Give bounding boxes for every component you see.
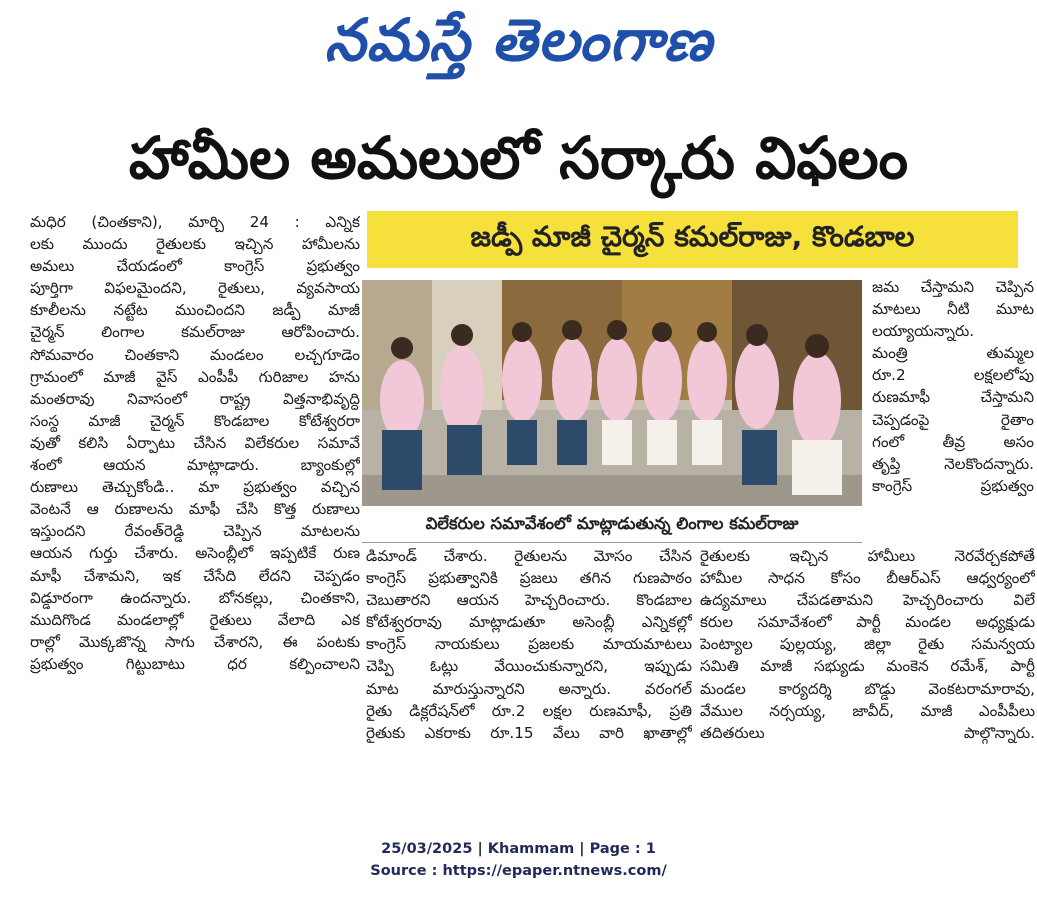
article-line: విడ్డూరంగా ఉందన్నారు. బోనకల్లు, చింతకాని, <box>30 588 360 607</box>
headline: హామీల అమలులో సర్కారు విఫలం <box>128 124 909 192</box>
article-line: మధిర (చింతకాని), మార్చి 24 : ఎన్నిక <box>30 213 360 231</box>
article-line: కాంగ్రెస్ ప్రభుత్వానికి ప్రజలు తగిన గుణపాఠం <box>366 569 692 588</box>
article-line: అమలు చేయడంలో కాంగ్రెస్ ప్రభుత్వం <box>30 257 360 276</box>
article-column-4 <box>872 276 1034 497</box>
article-line: కూలీలను నట్టేట ముంచిందని జడ్పీ మాజీ <box>30 301 360 320</box>
article-line: రుణమాఫీ చేస్తామని <box>872 388 1034 407</box>
article-line: సోమవారం చింతకాని మండలం లచ్చగూడెం <box>30 345 360 364</box>
article-line: జమ చేస్తామని చెప్పిన <box>872 278 1034 296</box>
article-line: చెబుతారని ఆయన హెచ్చరించారు. కొండబాల <box>366 591 692 610</box>
article-line: మాటలు నీటి మూట <box>872 300 1034 319</box>
article-line: సమితి మాజీ సభ్యుడు మంకెన రమేశ్, పార్టీ <box>700 657 1035 676</box>
article-line: గ్రామంలో మాజీ వైస్ ఎంపీపీ గురిజాల హను <box>30 367 360 386</box>
article-line: రాల్లో మొక్కజొన్న సాగు చేశారని, ఈ పంటకు <box>30 632 360 651</box>
article-line: గంలో తీవ్ర అసం <box>872 432 1034 451</box>
article-line: రైతుకు ఎకరాకు రూ.15 వేలు వారి ఖాతాల్లో <box>366 723 692 742</box>
masthead-logo: నమస్తే తెలంగాణ <box>324 6 713 74</box>
subheadline-banner <box>367 211 1018 268</box>
article-line: ఆయన గుర్తు చేశారు. అసెంబ్లీలో ఇప్పటికే రుణ <box>30 544 360 563</box>
subheadline-text: జడ్పీ మాజీ చైర్మన్ కమల్‌రాజు, కొండబాల <box>470 219 915 253</box>
group-photo-image <box>362 280 862 506</box>
article-line: చెప్పడంపై రైతాం <box>872 410 1034 429</box>
photo-caption: విలేకరుల సమావేశంలో మాట్లాడుతున్న లింగాల కమల్‌రాజు <box>362 508 862 543</box>
article-line: చైర్మన్ లింగాల కమల్‌రాజు ఆరోపించారు. <box>30 323 360 342</box>
article-line: మాట మారుస్తున్నారని అన్నారు. వరంగల్ <box>366 679 692 698</box>
article-column-3 <box>700 545 1035 744</box>
article-line: వెంటనే ఆ రుణాలను మాఫీ చేసి కొత్త రుణాలు <box>30 500 360 519</box>
article-line: వేముల నర్సయ్య, జావీద్, మాజీ ఎంపీపీలు <box>700 701 1035 720</box>
article-line: మంత్రి తుమ్మల <box>872 344 1034 363</box>
article-line: కరుల సమావేశంలో పార్టీ మండల అధ్యక్షుడు <box>700 613 1035 632</box>
article-line: తృప్తి నెలకొందన్నారు. <box>872 454 1034 473</box>
article-line: లకు ముందు రైతులకు ఇచ్చిన హామీలను <box>30 235 360 254</box>
article-column-1 <box>30 211 360 675</box>
article-line: హామీల సాధన కోసం బీఆర్ఎస్ ఆధ్వర్యంలో <box>700 569 1035 588</box>
article-line: సంస్థ మాజీ చైర్మన్ కొండబాల కోటేశ్వరరా <box>30 411 360 430</box>
article-column-2 <box>366 545 692 744</box>
footer-source: Source : https://epaper.ntnews.com/ <box>370 863 667 879</box>
article-line: శంలో ఆయన మాట్లాడారు. బ్యాంకుల్లో <box>30 456 360 475</box>
article-line: రుణాలు తెచ్చుకోండి.. మా ప్రభుత్వం వచ్చిన <box>30 478 360 497</box>
article-line: ఉద్యమాలు చేపడతామని హెచ్చరించారు విలే <box>700 591 1035 610</box>
article-line: పెంట్యాల పుల్లయ్య, జిల్లా రైతు సమన్వయ <box>700 635 1035 654</box>
article-line: ప్రభుత్వం గిట్టుబాటు ధర కల్పించాలని <box>30 654 360 673</box>
article-line: రూ.2 లక్షలలోపు <box>872 366 1034 385</box>
article-line: మంతరావు నివాసంలో రాష్ట్ర విత్తనాభివృద్ధి <box>30 389 360 408</box>
news-photo <box>362 280 862 506</box>
article-line: కోటేశ్వరరావు మాట్లాడుతూ అసెంబ్లీ ఎన్నికల్లో <box>366 613 692 632</box>
article-line: కాంగ్రెస్ ప్రభుత్వం <box>872 476 1034 495</box>
article-line: వుతో కలిసి ఏర్పాటు చేసిన విలేకరుల సమావే <box>30 433 360 452</box>
article-line: మండల కార్యదర్శి బొడ్డు వెంకటరామారావు, <box>700 679 1035 698</box>
article-line: తదితరులు పాల్గొన్నారు. <box>700 723 1035 742</box>
article-line: రైతులకు ఇచ్చిన హామీలు నెరవేర్చకపోతే <box>700 547 1035 565</box>
article-line: ముదిగొండ మండలాల్లో రైతులు వేలాది ఎక <box>30 610 360 629</box>
page-footer <box>0 838 1037 882</box>
footer-date-edition: 25/03/2025 | Khammam | Page : 1 <box>381 841 656 857</box>
article-line: మాఫీ చేశామని, ఇక చేసేది లేదని చెప్పడం <box>30 566 360 585</box>
article-line: చెప్పి ఓట్లు వేయించుకున్నారని, ఇప్పుడు <box>366 657 692 676</box>
article-line: రైతు డిక్లరేషన్‌లో రూ.2 లక్షల రుణమాఫీ, ప్రతి <box>366 701 692 720</box>
article-line: లయ్యాయన్నారు. <box>872 322 975 341</box>
article-line: డిమాండ్ చేశారు. రైతులను మోసం చేసిన <box>366 547 692 565</box>
article-line: పూర్తిగా విఫలమైందని, రైతులు, వ్యవసాయ <box>30 279 360 298</box>
article-line: కాంగ్రెస్ నాయకులు ప్రజలకు మాయమాటలు <box>366 635 692 654</box>
article-line: ఇస్తుందని రేవంత్‌రెడ్డి చెప్పిన మాటలను <box>30 522 360 541</box>
